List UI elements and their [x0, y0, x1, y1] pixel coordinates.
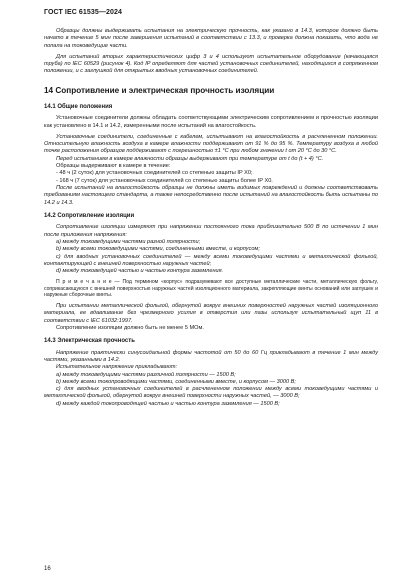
paragraph: Напряжение практически синусоидальной формы частотой от 50 до 60 Гц прикладывают в течение 1 мин между частями, указанными в 14.2.	[44, 349, 378, 363]
section-heading-14: 14 Сопротивление и электрическая прочность изоляции	[44, 85, 275, 95]
list-item: - 168 ч (7 суток) для установочных соединителей со степенью защиты более IP X0.	[56, 177, 273, 184]
paragraph: Установочные соединители, соединенные с кабелем, испытывают на влагостойкость в расчлененном положении. Относительную влажность воздуха в камере влажности поддерживают от 91 % до 95 %. Температуру воздуха в любой точке расположения образцов поддерживают с погрешностью ±1 °С при любом значении t от 20 °С до 30 °С.	[44, 133, 378, 155]
list-item: d) между токоведущей частью и частью контура заземления.	[56, 268, 224, 275]
note: П р и м е ч а н и е — Под термином «корпус» подразумевают все доступные металлические части, металлическую фольгу, соприкасающуюся с внешней поверхностью наружных частей изоляционного материала, закрепляющие винты оснований или заглушек и наружные сборочные винты.	[44, 279, 378, 299]
page-content	[44, 28, 378, 408]
paragraph: Перед испытанием в камере влажности образцы выдерживают при температуре от t до (t + 4) °С.	[56, 155, 324, 162]
section-heading-14-2: 14.2 Сопротивление изоляции	[44, 212, 135, 219]
list-item: - 48 ч (2 суток) для установочных соединителей со степенью защиты IP X0;	[56, 170, 253, 177]
paragraph: После испытаний на влагостойкость образцы не должны иметь видимых повреждений и должны соответствовать требованиям настоящего стандарта, а также непосредственно после испытаний на влагостойкость быть испытаны по 14.2 и 14.3.	[44, 184, 378, 206]
paragraph: При испытании металлической фольгой, обернутой вокруг внешних поверхностей наружных частей изоляционного материала, ее вдавливание без чрезмерного усилия в отверстия или пазы используя испытательный щуп 11 в соответствии с IEC 61032:1997.	[44, 302, 378, 324]
list-item: b) между всеми токоведущими частями, соединенными вместе, и корпусом;	[56, 246, 260, 253]
list-item: d) между каждой токопроводящей частью и частью контура заземления — 1500 В;	[56, 400, 280, 407]
list-item: b) между всеми токопроводящими частями, соединенными вместе, и корпусом — 3000 В;	[56, 378, 296, 385]
list-item: а) между токоведущими частями разной полярности;	[56, 238, 201, 245]
paragraph: Для испытаний вторых характеристических цифр 3 и 4 используют испытательное оборудование (качающаяся труба) по IEC 60529 (рисунок 4). Код IP определяют для частей установочных соединителей, находящихся в сопряженном положении, и с заглушкой для открытых вводных установочных соединителей.	[44, 53, 378, 75]
paragraph: Сопротивление изоляции измеряют при напряжении постоянного тока приблизительно 500 В по истечении 1 мин после приложения напряжения:	[44, 224, 378, 238]
page-header: ГОСТ IEC 61535—2024	[44, 9, 122, 16]
list-item: с) для вводных установочных соединителей — между всеми токоведущими частями и металлической фольгой, контактирующей с внешней поверхностью наружных частей;	[44, 253, 378, 267]
section-heading-14-1: 14.1 Общие положения	[44, 103, 113, 110]
page-number: 16	[44, 566, 51, 572]
list-item: a) между токоведущими частями различной полярности — 1500 В;	[56, 371, 236, 378]
paragraph: Установочные соединители должны обладать соответствующими электрическим сопротивлением и прочностью изоляции как установлено в 14.1 и 14.2, измеренными после испытаний на влагостойкость.	[44, 115, 378, 129]
paragraph: Образцы выдерживают в камере в течение:	[56, 163, 171, 170]
section-heading-14-3: 14.3 Электрическая прочность	[44, 338, 135, 345]
paragraph: Сопротивление изоляции должно быть не менее 5 МОм.	[56, 324, 204, 331]
paragraph: Образцы должны выдерживать испытания на электрическую прочность, как указано в 14.3, которое должно быть начато в течение 5 мин после завершения испытаний в соответствии с 13.3, и проверка должна показать, что вода не попала на токоведущие части.	[44, 28, 378, 49]
paragraph: Испытательное напряжение прикладывают:	[56, 364, 178, 371]
list-item: с) для вводных установочных соединителей в расчлененном положении между всеми токоведущими частями и металлической фольгой, обернутой вокруг внешней поверхности наружных частей, — 3000 В;	[44, 386, 378, 400]
